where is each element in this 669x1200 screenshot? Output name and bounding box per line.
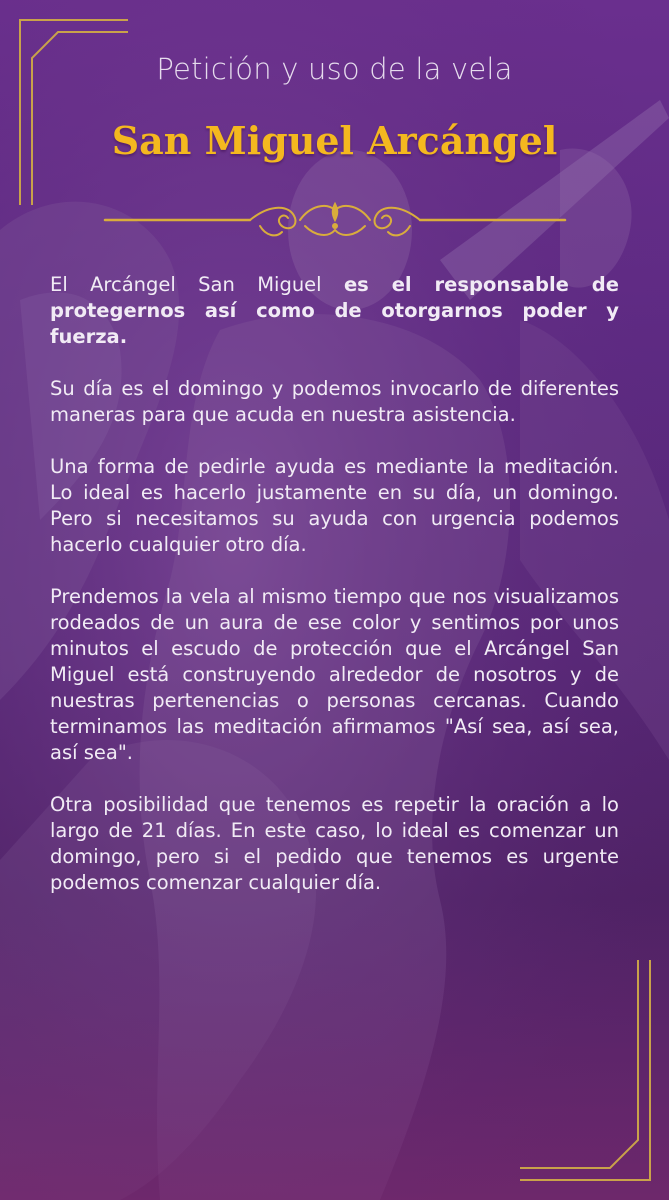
paragraph-3: Una forma de pedirle ayuda es mediante la meditación. Lo ideal es hacerlo justamente en su día, un domingo. Pero si necesitamos su ayuda con urgencia podemos hacerlo cualquier otro día. <box>50 455 619 556</box>
paragraph-2: Su día es el domingo y podemos invocarlo de diferentes maneras para que acuda en nuestra asistencia. <box>50 377 619 426</box>
paragraph-5: Otra posibilidad que tenemos es repetir la oración a lo largo de 21 días. En este caso, lo ideal es comenzar un domingo, pero si el pedido que tenemos es urgente podemos comenzar cualquier día. <box>50 793 619 894</box>
subtitle: Petición y uso de la vela <box>156 52 513 86</box>
gold-flourish-divider-icon <box>100 196 570 246</box>
paragraph-1 <box>50 272 619 350</box>
page-title: San Miguel Arcángel <box>111 118 558 163</box>
top-left-corner-frame-icon <box>0 0 140 210</box>
paragraph-1-lead: El Arcángel San Miguel <box>50 273 344 296</box>
body-text <box>50 272 619 922</box>
paragraph-1-bold: es el responsable de protegernos así como de otorgarnos poder y fuerza. <box>50 273 619 348</box>
paragraph-4: Prendemos la vela al mismo tiempo que nos visualizamos rodeados de un aura de ese color y sentimos por unos minutos el escudo de protección que el Arcángel San Miguel está construyendo alrededor de nosotros y de nuestras pertenencias o personas cercanas. Cuando terminamos las meditación afirmamos "Así sea, así sea, así sea". <box>50 585 619 764</box>
